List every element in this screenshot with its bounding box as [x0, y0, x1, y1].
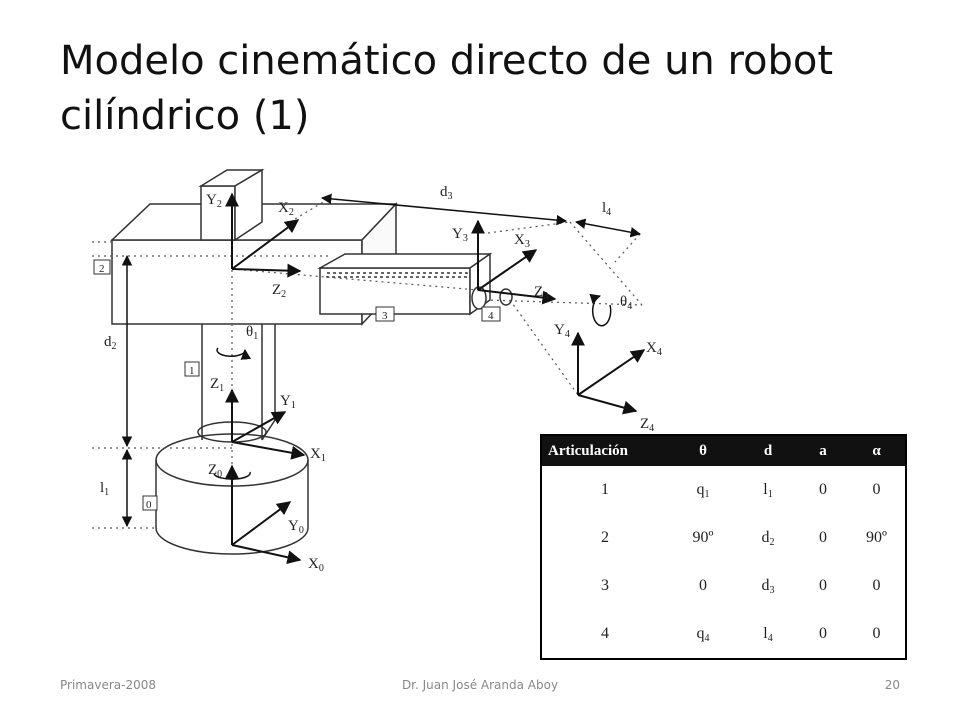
y4-label: $Y_4$ — [554, 322, 570, 340]
table-cell: 1 — [601, 481, 609, 498]
table-cell: $d_3$ — [761, 576, 775, 596]
joint-label-4: 4 — [488, 310, 494, 322]
frame-4-axes — [578, 333, 644, 411]
y3-label: $Y_3$ — [452, 226, 468, 244]
table-cell: $l_1$ — [763, 480, 773, 500]
table-cell: 4 — [601, 625, 609, 642]
l1-label: $l_1$ — [100, 480, 110, 498]
table-row — [541, 562, 906, 610]
table-row — [541, 466, 906, 514]
table-cell: 2 — [601, 529, 609, 546]
joint-label-3: 3 — [382, 310, 388, 322]
slide-number: 20 — [884, 678, 900, 692]
horizontal-arm — [320, 254, 512, 314]
header-articulacion: Articulación — [541, 435, 668, 466]
table-header-row — [541, 435, 906, 466]
joint-label-1: 1 — [189, 365, 195, 377]
table-cell: 0 — [819, 481, 827, 498]
slide-title: Modelo cinemático directo de un robot cilíndrico (1) — [60, 38, 834, 139]
x4-label: $X_4$ — [646, 340, 662, 358]
table-cell: 0 — [872, 625, 881, 642]
table-cell: $q_4$ — [696, 624, 710, 644]
d3-label: $d_3$ — [440, 184, 453, 202]
x1-label: $X_1$ — [310, 446, 326, 464]
z3-label: $Z_3$ — [534, 284, 549, 302]
l4-label: $l_4$ — [602, 200, 612, 218]
theta1-label: $\theta_1$ — [246, 324, 259, 342]
footer-date: Primavera-2008 — [60, 678, 156, 692]
table-cell: $d_2$ — [761, 528, 775, 548]
frame-0-axes — [232, 466, 300, 560]
x2-label: $X_2$ — [278, 200, 294, 218]
theta4-label: $\theta_4$ — [620, 294, 633, 312]
footer-author: Dr. Juan José Aranda Aboy — [401, 678, 559, 692]
table-cell: 0 — [872, 481, 881, 498]
table-cell: $q_1$ — [696, 480, 710, 500]
header-theta: θ — [668, 435, 738, 466]
table-cell: 90º — [692, 529, 714, 546]
y0-label: $Y_0$ — [288, 518, 304, 536]
table-cell: $l_4$ — [763, 624, 773, 644]
dh-parameter-table — [540, 434, 907, 660]
header-a: a — [798, 435, 848, 466]
table-cell: 0 — [819, 577, 827, 594]
d2-label: $d_2$ — [104, 334, 117, 352]
table-row — [541, 514, 906, 562]
table-cell: 0 — [819, 625, 827, 642]
y1-label: $Y_1$ — [280, 393, 296, 411]
z2-label: $Z_2$ — [272, 282, 287, 300]
y2-label: $Y_2$ — [206, 192, 222, 210]
table-cell: 90º — [866, 529, 887, 546]
x0-label: $X_0$ — [308, 556, 324, 574]
table-cell: 3 — [601, 577, 609, 594]
x3-label: $X_3$ — [514, 232, 530, 250]
joint-label-0: 0 — [146, 499, 152, 511]
table-cell: 0 — [699, 577, 707, 594]
table-row — [541, 610, 906, 659]
z0-label: $Z_0$ — [208, 462, 223, 480]
joint-label-2: 2 — [99, 263, 105, 275]
header-alpha: α — [848, 435, 906, 466]
z1-label: $Z_1$ — [210, 376, 225, 394]
z4-label: $Z_4$ — [640, 416, 655, 434]
table-cell: 0 — [872, 577, 881, 594]
header-d: d — [738, 435, 798, 466]
table-cell: 0 — [819, 529, 827, 546]
